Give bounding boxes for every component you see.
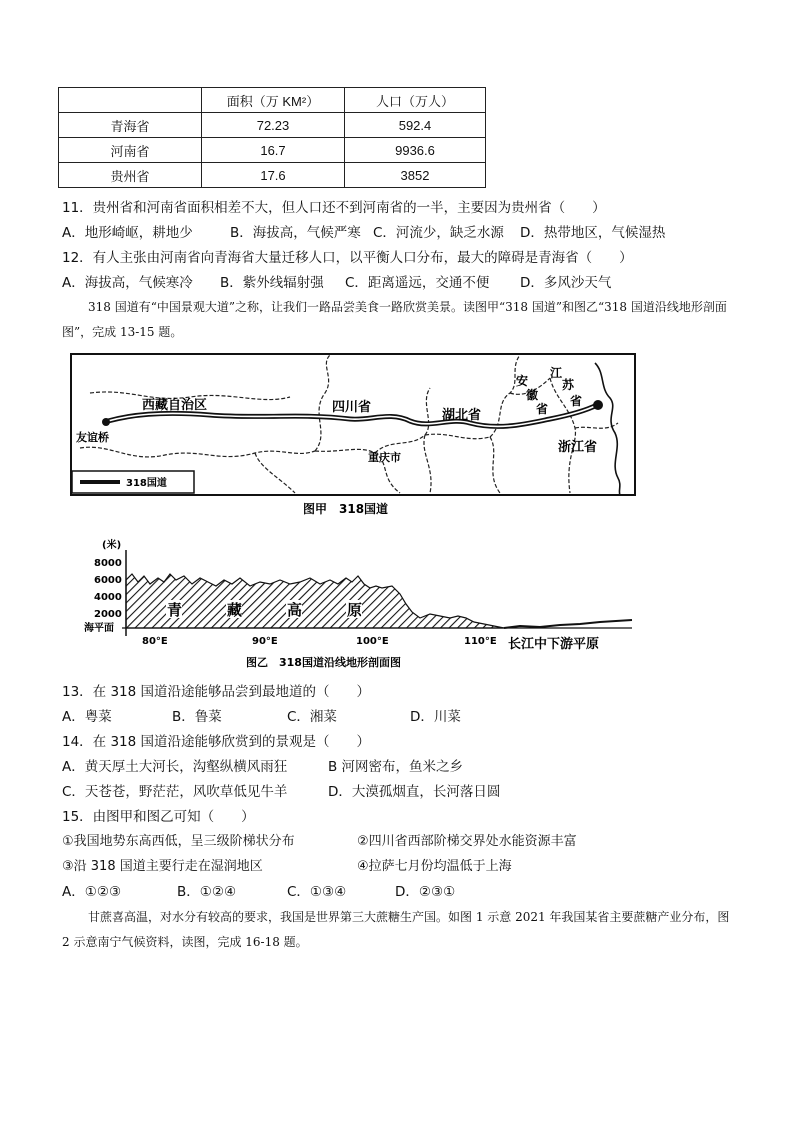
shanghai-marker: [593, 400, 603, 410]
map-legend-label: 318国道: [126, 478, 167, 489]
question-11-option-b: B．海拔高，气候严寒: [230, 225, 361, 241]
table-row: [59, 113, 486, 138]
question-14-stem: 14．在 318 国道沿途能够欣赏到的景观是（ ）: [62, 734, 371, 750]
table-cell: 592.4: [345, 113, 486, 138]
terrain-profile: [80, 538, 640, 672]
table-cell: 青海省: [59, 113, 202, 138]
profile-y-tick: 8000: [94, 558, 122, 569]
question-13-option-a: A．粤菜: [62, 709, 112, 725]
table-row: [59, 138, 486, 163]
question-15-statement-1: ①我国地势东高西低，呈三级阶梯状分布: [62, 834, 295, 849]
question-12-option-d: D．多风沙天气: [520, 275, 612, 291]
profile-sea-level: 海平面: [84, 623, 114, 634]
youyiqiao-marker: [102, 418, 110, 426]
question-14-option-a: A．黄天厚土大河长，沟壑纵横风雨狂: [62, 759, 288, 775]
question-11-option-c: C．河流少，缺乏水源: [373, 225, 504, 241]
question-15-stem: 15．由图甲和图乙可知（ ）: [62, 809, 255, 825]
plateau-label-char: 高: [287, 601, 303, 619]
table-cell: 河南省: [59, 138, 202, 163]
question-11-stem: 11．贵州省和河南省面积相差不大，但人口还不到河南省的一半，主要因为贵州省（ ）: [62, 200, 606, 216]
map-label-jiangsu-2: 苏: [562, 378, 575, 392]
question-12-stem: 12．有人主张由河南省向青海省大量迁移人口，以平衡人口分布，最大的障碍是青海省（ ）: [62, 250, 633, 266]
table-row: [59, 163, 486, 188]
question-14-option-b: B 河网密布，鱼米之乡: [328, 759, 464, 775]
plateau-label-char: 青: [167, 601, 183, 619]
question-15-option-a: A．①②③: [62, 884, 122, 900]
question-11-option-a: A．地形崎岖，耕地少: [62, 225, 193, 241]
table-cell: 16.7: [202, 138, 345, 163]
table-cell: 17.6: [202, 163, 345, 188]
question-15-statement-3: ③沿 318 国道主要行走在湿润地区: [62, 859, 263, 874]
question-11-option-d: D．热带地区，气候湿热: [520, 225, 666, 241]
map-caption: 图甲 318国道: [303, 502, 389, 516]
profile-x-tick: 90°E: [252, 636, 278, 647]
question-15-statement-2: ②四川省西部阶梯交界处水能资源丰富: [357, 834, 577, 849]
question-14-option-c: C．天苍苍，野茫茫，风吹草低见牛羊: [62, 784, 288, 800]
profile-x-tick: 110°E: [464, 636, 497, 647]
question-13-option-b: B．鲁菜: [172, 709, 222, 725]
map-label-xizang: 西藏自治区: [142, 398, 208, 413]
intro-paragraph-318: 318 国道有“中国景观大道”之称，让我们一路品尝美食一路欣赏美景。读图甲“318 国道”和图乙“318 国道沿线地形剖面图”，完成 13-15 题。: [62, 300, 727, 339]
map-label-anhui-1: 安: [516, 374, 529, 388]
map-label-hubei: 湖北省: [442, 408, 482, 423]
map-label-jiangsu-3: 省: [570, 394, 583, 408]
table-cell: 9936.6: [345, 138, 486, 163]
table-cell: 贵州省: [59, 163, 202, 188]
map-label-sichuan: 四川省: [332, 400, 372, 415]
map-label-chongqing: 重庆市: [368, 451, 401, 464]
profile-y-unit: (米): [102, 540, 122, 551]
profile-x-tick: 80°E: [142, 636, 168, 647]
route-318-map: [70, 353, 636, 519]
map-label-anhui-2: 徽: [526, 388, 539, 402]
question-12-option-c: C．距离遥远，交通不便: [345, 275, 490, 291]
map-label-jiangsu-1: 江: [550, 366, 563, 380]
intro-paragraph-sugarcane: 甘蔗喜高温，对水分有较高的要求，我国是世界第三大蔗糖生产国。如图 1 示意 2021 年我国某省主要蔗糖产业分布，图 2 示意南宁气候资料，读图，完成 16-18 题。: [62, 910, 730, 949]
plateau-label-char: 原: [347, 601, 363, 619]
plateau-profile: [126, 574, 504, 628]
question-15-option-c: C．①③④: [287, 884, 347, 900]
plateau-label-char: 藏: [227, 601, 243, 619]
map-label-zhejiang: 浙江省: [558, 440, 598, 455]
map-label-anhui-3: 省: [536, 402, 549, 416]
question-15-option-b: B．①②④: [177, 884, 237, 900]
question-13-stem: 13．在 318 国道沿途能够品尝到最地道的（ ）: [62, 684, 371, 700]
table-cell: 72.23: [202, 113, 345, 138]
profile-y-tick: 6000: [94, 575, 122, 586]
map-label-youyiqiao: 友谊桥: [76, 431, 109, 444]
question-15-statement-4: ④拉萨七月份均温低于上海: [357, 859, 512, 874]
table-header-row: [59, 88, 486, 113]
question-14-option-d: D．大漠孤烟直，长河落日圆: [328, 784, 501, 800]
plain-label: 长江中下游平原: [508, 637, 600, 652]
profile-caption: 图乙 318国道沿线地形剖面图: [246, 656, 401, 669]
question-12-option-a: A．海拔高，气候寒冷: [62, 275, 193, 291]
area-population-table: [58, 87, 486, 188]
table-header-cell: [59, 88, 202, 113]
profile-x-tick: 100°E: [356, 636, 389, 647]
profile-y-tick: 4000: [94, 592, 122, 603]
table-cell: 3852: [345, 163, 486, 188]
question-13-option-d: D．川菜: [410, 709, 461, 725]
question-15-option-d: D．②③①: [395, 884, 456, 900]
question-13-option-c: C．湘菜: [287, 709, 337, 725]
table-header-cell: 人口（万人）: [345, 88, 486, 113]
plain-profile: [504, 620, 632, 628]
table-header-cell: 面积（万 KM²）: [202, 88, 345, 113]
profile-y-tick: 2000: [94, 609, 122, 620]
question-12-option-b: B．紫外线辐射强: [220, 275, 324, 291]
